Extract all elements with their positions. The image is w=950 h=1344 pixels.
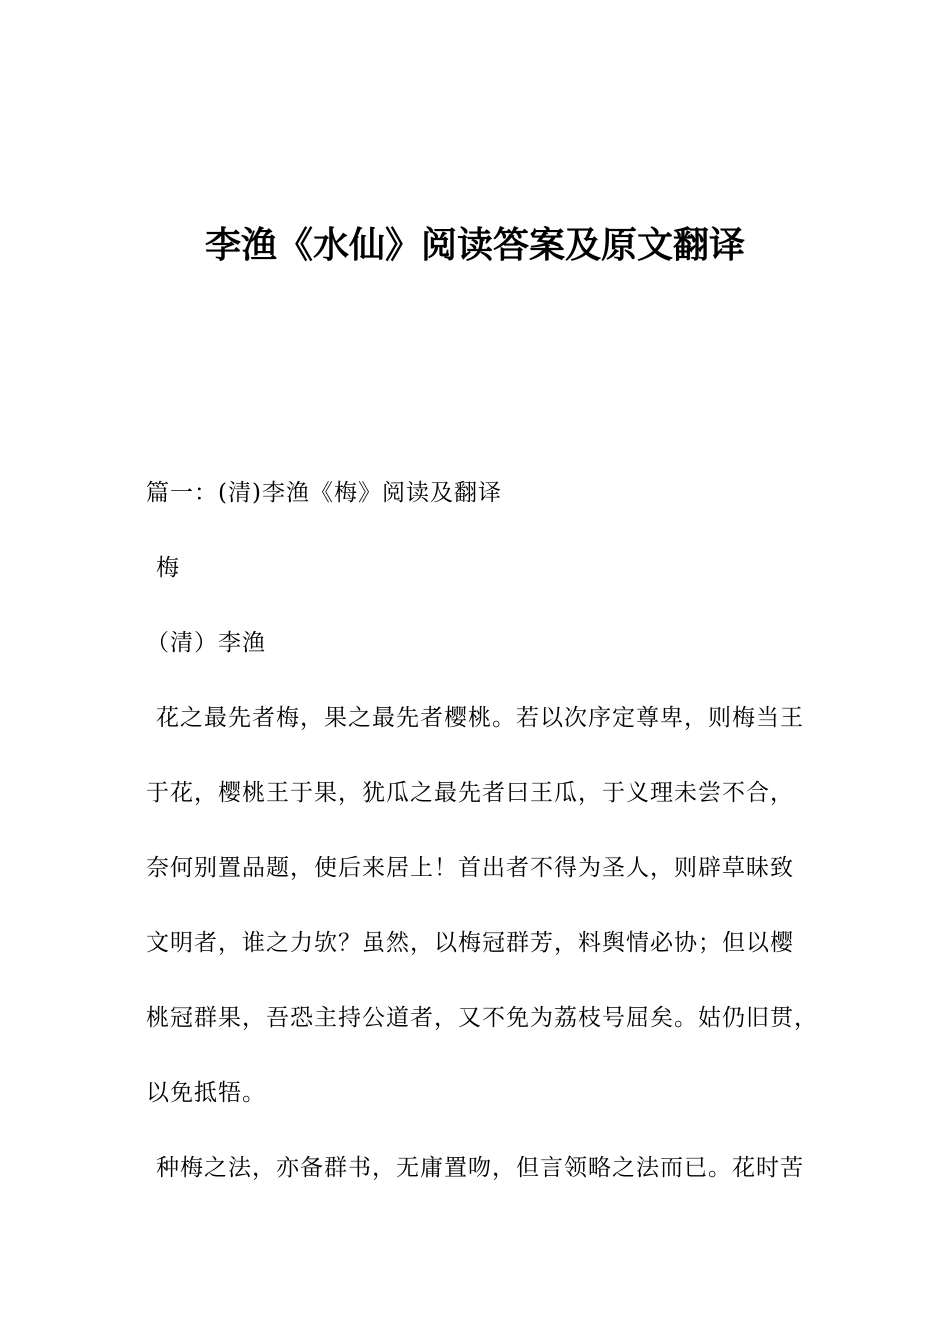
section-heading: 篇一：(清)李渔《梅》阅读及翻译 — [146, 480, 502, 506]
document-title: 李渔《水仙》阅读答案及原文翻译 — [204, 225, 745, 266]
document-body — [146, 456, 826, 1206]
author-line: （清）李渔 — [146, 630, 266, 656]
paragraph-line: 桃冠群果，吾恐主持公道者，又不免为荔枝号屈矣。姑仍旧贯， — [146, 1005, 818, 1031]
paragraph-line: 文明者，谁之力欤？虽然，以梅冠群芳，料舆情必协；但以樱 — [146, 930, 794, 956]
paragraph-line: 奈何别置品题，使后来居上！首出者不得为圣人，则辟草昧致 — [146, 855, 794, 881]
paragraph-line: 种梅之法，亦备群书，无庸置吻，但言领略之法而已。花时苦 — [156, 1155, 804, 1181]
paragraph-line: 花之最先者梅，果之最先者樱桃。若以次序定尊卑，则梅当王 — [156, 705, 804, 731]
poem-title: 梅 — [156, 555, 180, 581]
paragraph-line: 于花，樱桃王于果，犹瓜之最先者曰王瓜，于义理未尝不合， — [146, 780, 794, 806]
paragraph-line: 以免抵牾。 — [146, 1080, 266, 1106]
